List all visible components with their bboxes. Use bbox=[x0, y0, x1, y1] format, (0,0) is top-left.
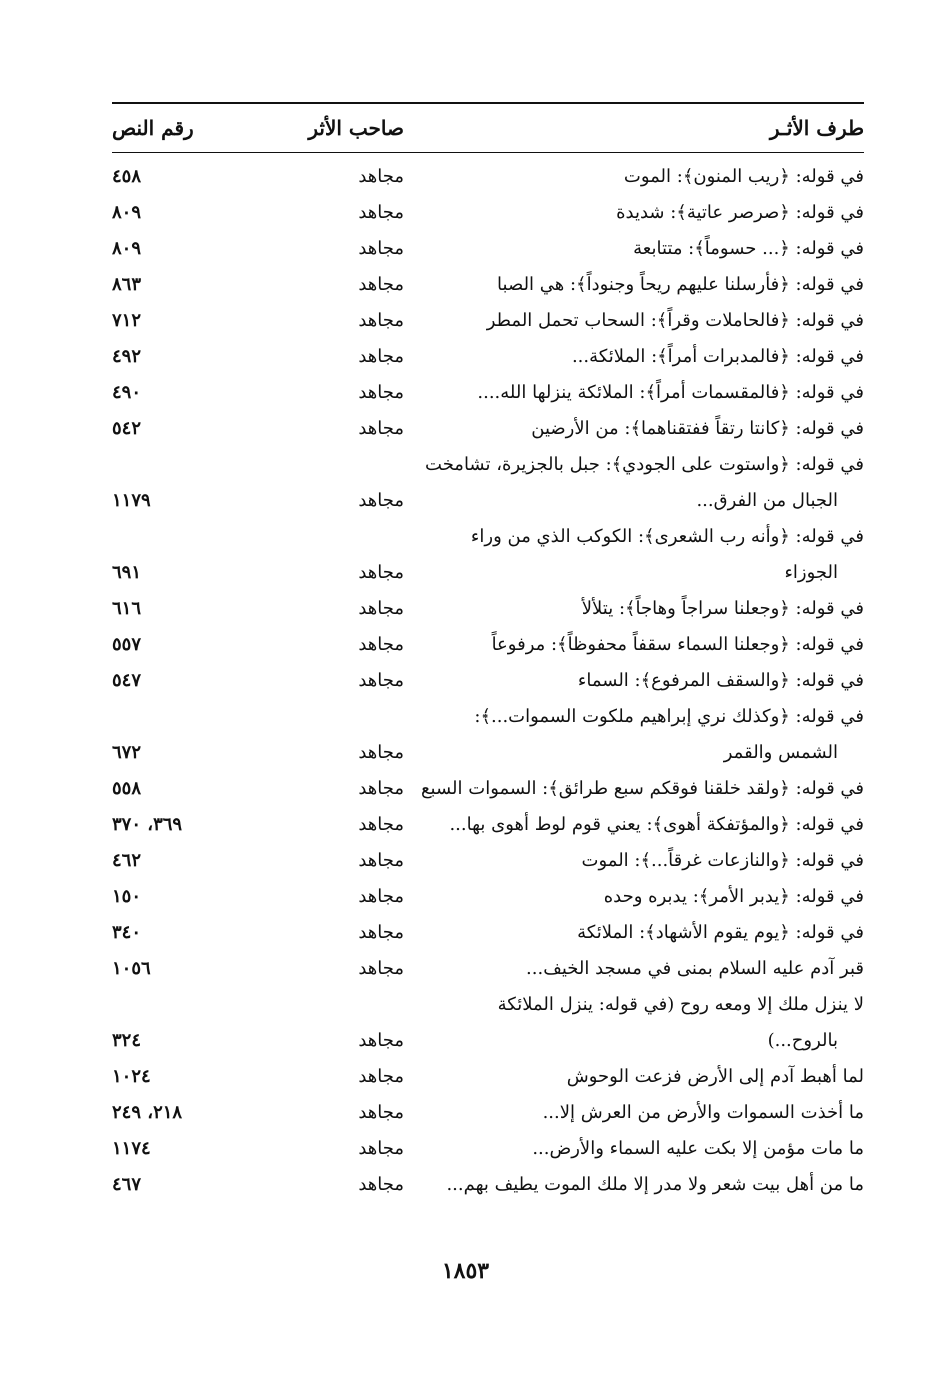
entry-author: مجاهد bbox=[358, 814, 404, 835]
table-row bbox=[112, 1095, 864, 1131]
entry-author: مجاهد bbox=[358, 598, 404, 619]
table-row bbox=[112, 1167, 864, 1203]
table-header bbox=[112, 104, 864, 152]
entry-text bbox=[404, 1059, 864, 1095]
entry-text bbox=[404, 627, 864, 663]
table-row bbox=[112, 843, 864, 879]
entry-number: ١١٧٤ bbox=[112, 1138, 151, 1159]
entry-text bbox=[404, 411, 864, 447]
entry-author: مجاهد bbox=[358, 922, 404, 943]
table-row bbox=[112, 303, 864, 339]
entry-text bbox=[404, 159, 864, 195]
entry-text-line: قبر آدم عليه السلام بمنى في مسجد الخيف... bbox=[526, 958, 864, 979]
entry-text-line: في قوله: ﴿وأنه رب الشعرى﴾: الكوكب الذي من وراء bbox=[470, 526, 864, 547]
athar-index-table bbox=[112, 102, 864, 1203]
entry-text-line: في قوله: ﴿كانتا رتقاً ففتقناهما﴾: من الأرضين bbox=[531, 418, 864, 439]
entry-author: مجاهد bbox=[358, 418, 404, 439]
entry-text bbox=[404, 231, 864, 267]
table-row bbox=[112, 339, 864, 375]
table-row bbox=[112, 915, 864, 951]
entry-number: ٥٤٧ bbox=[112, 670, 142, 691]
entry-text bbox=[404, 1131, 864, 1167]
entry-author: مجاهد bbox=[358, 490, 404, 511]
entry-number: ٤٩٠ bbox=[112, 382, 142, 403]
table-row bbox=[112, 411, 864, 447]
entry-number: ١١٧٩ bbox=[112, 490, 151, 511]
entry-text-line: في قوله: ﴿فالمدبرات أمراً﴾: الملائكة... bbox=[571, 346, 864, 367]
entry-author: مجاهد bbox=[358, 850, 404, 871]
page-number: ١٨٥٣ bbox=[441, 1258, 490, 1284]
entry-text bbox=[404, 663, 864, 699]
entry-number: ٦١٦ bbox=[112, 598, 142, 619]
entry-text-line: في قوله: ﴿واستوت على الجودي﴾: جبل بالجزيرة، تشامخت bbox=[425, 454, 864, 475]
entry-text bbox=[404, 915, 864, 951]
header-text: طرف الأثـر bbox=[769, 116, 864, 140]
entry-text-line: في قوله: ﴿ريب المنون﴾: الموت bbox=[623, 166, 864, 187]
entry-number: ٤٦٧ bbox=[112, 1174, 142, 1195]
entry-number: ٦٩١ bbox=[112, 562, 142, 583]
entry-number: ٣٢٤ bbox=[112, 1030, 142, 1051]
entry-text bbox=[404, 591, 864, 627]
table-row bbox=[112, 159, 864, 195]
entry-text bbox=[404, 1095, 864, 1131]
entry-text bbox=[404, 951, 864, 987]
entry-text bbox=[404, 879, 864, 915]
table-row bbox=[112, 447, 864, 519]
entry-number: ١٠٢٤ bbox=[112, 1066, 151, 1087]
entry-author: مجاهد bbox=[358, 310, 404, 331]
entry-number: ٤٩٢ bbox=[112, 346, 142, 367]
entry-author: مجاهد bbox=[358, 1138, 404, 1159]
entry-text-line: في قوله: ﴿وجعلنا سراجاً وهاجاً﴾: يتلألأ bbox=[581, 598, 864, 619]
entry-number: ١٠٥٦ bbox=[112, 958, 151, 979]
entry-text-line: ما من أهل بيت شعر ولا مدر إلا ملك الموت يطيف بهم... bbox=[446, 1174, 864, 1195]
table-row bbox=[112, 771, 864, 807]
entry-text bbox=[404, 195, 864, 231]
table-row bbox=[112, 663, 864, 699]
table-row bbox=[112, 591, 864, 627]
entry-author: مجاهد bbox=[358, 742, 404, 763]
entry-text-line: الجبال من الفرق... bbox=[696, 490, 838, 511]
entry-text bbox=[404, 807, 864, 843]
entry-author: مجاهد bbox=[358, 1030, 404, 1051]
table-row bbox=[112, 807, 864, 843]
entry-author: مجاهد bbox=[358, 886, 404, 907]
entry-number: ٣٤٠ bbox=[112, 922, 142, 943]
entry-text bbox=[404, 339, 864, 375]
entry-author: مجاهد bbox=[358, 562, 404, 583]
entry-author: مجاهد bbox=[358, 274, 404, 295]
table-row bbox=[112, 1131, 864, 1167]
entry-author: مجاهد bbox=[358, 670, 404, 691]
entry-text-line: لما أهبط آدم إلى الأرض فزعت الوحوش bbox=[566, 1066, 864, 1087]
entry-text bbox=[404, 1167, 864, 1203]
entry-author: مجاهد bbox=[358, 1102, 404, 1123]
table-row bbox=[112, 519, 864, 591]
entry-author: مجاهد bbox=[358, 778, 404, 799]
entry-text-line: في قوله: ﴿فالحاملات وقراً﴾: السحاب تحمل المطر bbox=[486, 310, 864, 331]
entry-text-line: في قوله: ﴿ولقد خلقنا فوقكم سبع طرائق﴾: السموات السبع bbox=[420, 778, 864, 799]
table-row bbox=[112, 951, 864, 987]
entry-text bbox=[404, 519, 864, 591]
entry-number: ٥٥٧ bbox=[112, 634, 142, 655]
entry-text-line: في قوله: ﴿وكذلك نري إبراهيم ملكوت السموات...﴾: bbox=[474, 706, 864, 727]
entry-text bbox=[404, 771, 864, 807]
entry-text-line: الجوزاء bbox=[784, 562, 838, 583]
entry-author: مجاهد bbox=[358, 238, 404, 259]
table-row bbox=[112, 231, 864, 267]
entry-text bbox=[404, 447, 864, 519]
table-row bbox=[112, 627, 864, 663]
entry-author: مجاهد bbox=[358, 382, 404, 403]
entry-text-line: في قوله: ﴿يوم يقوم الأشهاد﴾: الملائكة bbox=[577, 922, 864, 943]
entry-text bbox=[404, 375, 864, 411]
table-body bbox=[112, 153, 864, 1203]
entry-text bbox=[404, 843, 864, 879]
table-row bbox=[112, 879, 864, 915]
entry-number: ٨٦٣ bbox=[112, 274, 142, 295]
entry-text-line: في قوله: ﴿والنازعات غرقاً...﴾: الموت bbox=[581, 850, 864, 871]
entry-number: ٣٦٩، ٣٧٠ bbox=[112, 814, 183, 835]
table-row bbox=[112, 267, 864, 303]
header-author: صاحب الأثر bbox=[308, 116, 404, 140]
entry-number: ٥٤٢ bbox=[112, 418, 142, 439]
entry-author: مجاهد bbox=[358, 166, 404, 187]
table-row bbox=[112, 987, 864, 1059]
entry-author: مجاهد bbox=[358, 634, 404, 655]
entry-text-line: ما مات مؤمن إلا بكت عليه السماء والأرض... bbox=[532, 1138, 864, 1159]
entry-text-line: في قوله: ﴿والمؤتفكة أهوى﴾: يعني قوم لوط أهوى بها... bbox=[449, 814, 864, 835]
entry-text-line: في قوله: ﴿... حسوماً﴾: متتابعة bbox=[633, 238, 864, 259]
entry-number: ١٥٠ bbox=[112, 886, 142, 907]
entry-text-line: بالروح...) bbox=[767, 1030, 838, 1051]
entry-text bbox=[404, 987, 864, 1059]
entry-text-line: الشمس والقمر bbox=[723, 742, 838, 763]
entry-number: ٨٠٩ bbox=[112, 202, 142, 223]
entry-author: مجاهد bbox=[358, 958, 404, 979]
entry-number: ٦٧٢ bbox=[112, 742, 142, 763]
entry-text-line: في قوله: ﴿وجعلنا السماء سقفاً محفوظاً﴾: مرفوعاً bbox=[491, 634, 864, 655]
entry-author: مجاهد bbox=[358, 1174, 404, 1195]
entry-number: ٤٥٨ bbox=[112, 166, 142, 187]
entry-text-line: في قوله: ﴿فالمقسمات أمراً﴾: الملائكة ينزلها الله.... bbox=[477, 382, 864, 403]
entry-author: مجاهد bbox=[358, 202, 404, 223]
entry-text-line: لا ينزل ملك إلا ومعه روح (في قوله: ينزل الملائكة bbox=[497, 994, 864, 1015]
table-row bbox=[112, 375, 864, 411]
table-row bbox=[112, 195, 864, 231]
entry-text-line: في قوله: ﴿والسقف المرفوع﴾: السماء bbox=[577, 670, 864, 691]
entry-number: ٨٠٩ bbox=[112, 238, 142, 259]
entry-author: مجاهد bbox=[358, 346, 404, 367]
entry-text bbox=[404, 267, 864, 303]
entry-author: مجاهد bbox=[358, 1066, 404, 1087]
entry-number: ٥٥٨ bbox=[112, 778, 142, 799]
entry-number: ٢١٨، ٢٤٩ bbox=[112, 1102, 183, 1123]
entry-text-line: في قوله: ﴿يدبر الأمر﴾: يدبره وحده bbox=[603, 886, 864, 907]
table-row bbox=[112, 699, 864, 771]
entry-number: ٤٦٢ bbox=[112, 850, 142, 871]
entry-text bbox=[404, 303, 864, 339]
entry-text-line: في قوله: ﴿صرصر عاتية﴾: شديدة bbox=[616, 202, 864, 223]
table-row bbox=[112, 1059, 864, 1095]
entry-text-line: في قوله: ﴿فأرسلنا عليهم ريحاً وجنوداً﴾: هي الصبا bbox=[497, 274, 864, 295]
header-number: رقم النص bbox=[112, 116, 194, 140]
entry-text-line: ما أخذت السموات والأرض من العرش إلا... bbox=[542, 1102, 864, 1123]
entry-text bbox=[404, 699, 864, 771]
entry-number: ٧١٢ bbox=[112, 310, 142, 331]
